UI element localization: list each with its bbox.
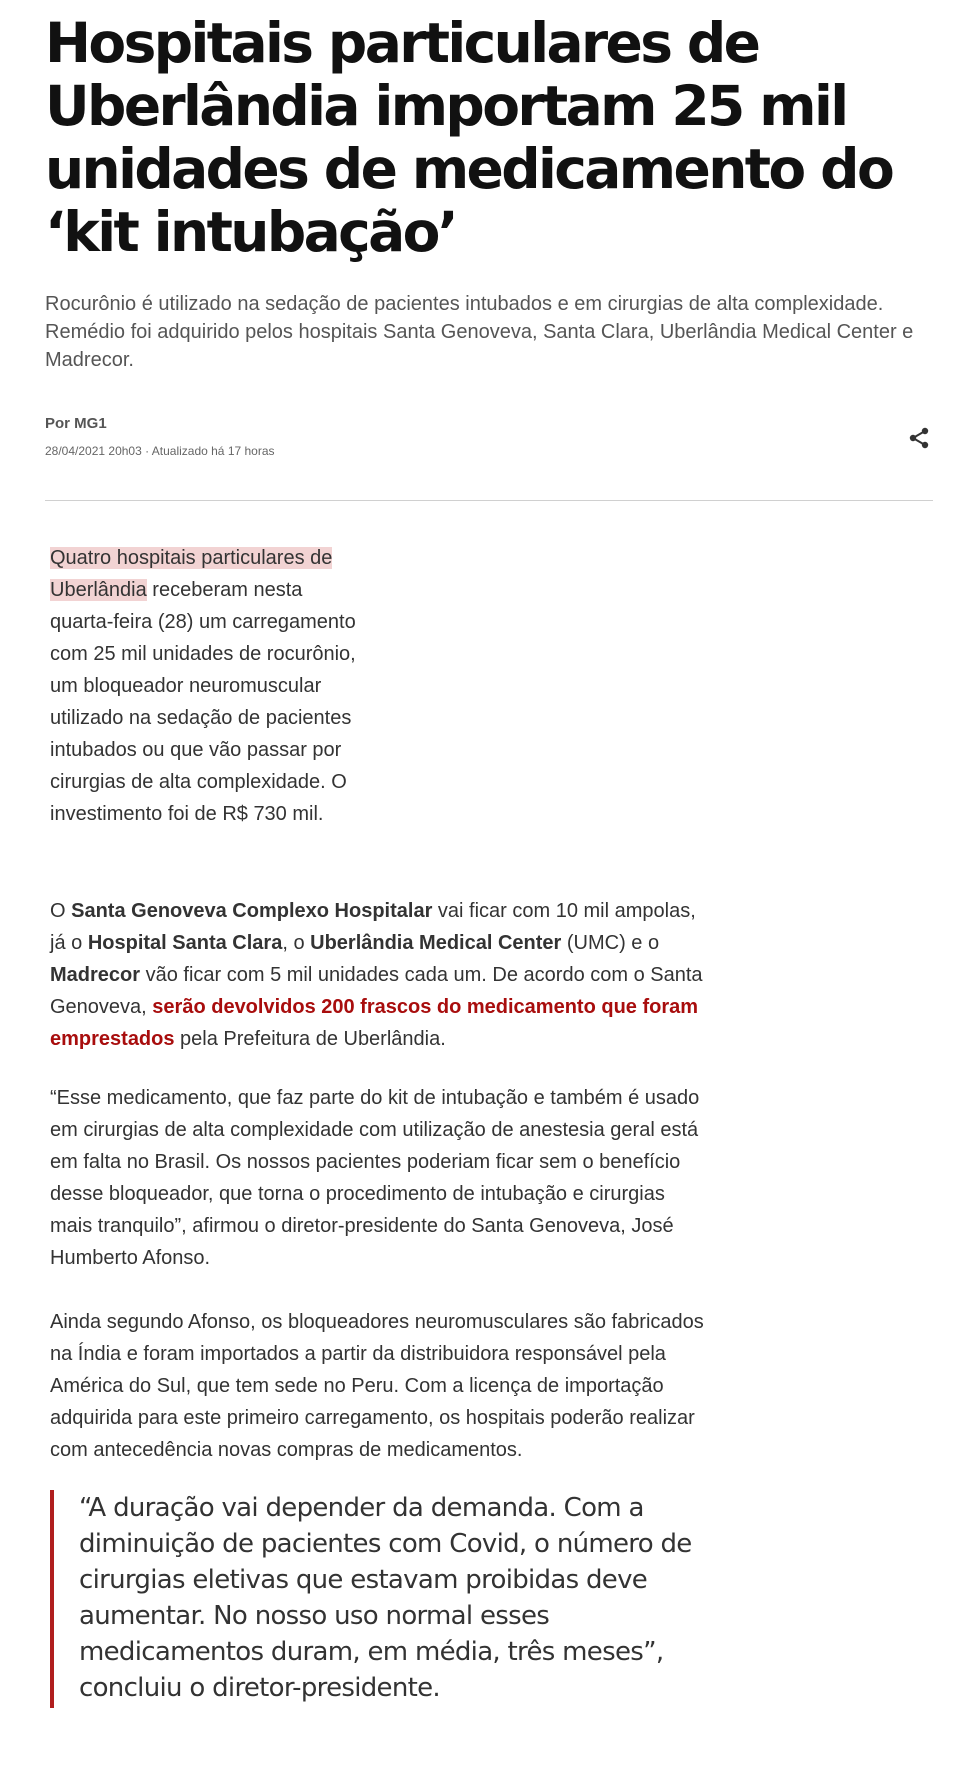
hospital-name: Santa Genoveva Complexo Hospitalar	[71, 900, 433, 922]
paragraph-text: vai ficar com 10 mil ampolas, já o	[50, 900, 696, 954]
paragraph-text: receberam nesta quarta-feira (28) um carregamento com 25 mil unidades de rocurônio, um bloqueador neuromuscular utilizado na sedação de pacientes intubados ou que vão passar por cirurgias de alta complexidade. O investimento foi de R$ 730 mil.	[50, 579, 356, 825]
share-button[interactable]	[906, 424, 934, 452]
paragraph-3: “Esse medicamento, que faz parte do kit de intubação e também é usado em cirurgias de alta complexidade com utilização de anestesia geral está em falta no Brasil. Os nossos pacientes poderiam ficar sem o benefício desse bloqueador, que torna o procedimento de intubação e cirurgias mais tranquilo”, afirmou o diretor-presidente do Santa Genoveva, José Humberto Afonso.	[50, 1087, 700, 1269]
publish-date: 28/04/2021 20h03 · Atualizado há 17 horas	[45, 444, 275, 458]
article-title: Hospitais particulares de Uberlândia importam 25 mil unidades de medicamento do ‘kit intubação’	[45, 11, 893, 264]
hospital-name: Madrecor	[50, 964, 141, 986]
paragraph-text: vão ficar com 5 mil unidades cada um. De acordo com o Santa Genoveva,	[50, 964, 703, 1018]
quote-bar	[50, 1490, 54, 1708]
paragraph-4: Ainda segundo Afonso, os bloqueadores neuromusculares são fabricados na Índia e foram importados a partir da distribuidora responsável pela América do Sul, que tem sede no Peru. Com a licença de importação adquirida para este primeiro carregamento, os hospitais poderão realizar com antecedência novas compras de medicamentos.	[50, 1311, 704, 1461]
paragraph-2	[50, 895, 705, 1055]
pull-quote: “A duração vai depender da demanda. Com a diminuição de pacientes com Covid, o número de cirurgias eletivas que estavam proibidas deve aumentar. No nosso uso normal esses medicamentos duram, em média, três meses”, concluiu o diretor-presidente.	[79, 1493, 692, 1703]
paragraph-text: , o	[282, 932, 311, 954]
highlighted-text: Quatro hospitais particulares de Uberlândia	[50, 547, 333, 601]
header-divider	[45, 500, 933, 501]
hospital-name: Uberlândia Medical Center	[310, 932, 562, 954]
hospital-name: Hospital Santa Clara	[87, 932, 283, 954]
related-article-link[interactable]: serão devolvidos 200 frascos do medicamento que foram emprestados	[50, 996, 699, 1050]
share-icon	[906, 424, 934, 452]
paragraph-1	[50, 542, 360, 830]
paragraph-text: O	[50, 900, 72, 922]
paragraph-text: pela Prefeitura de Uberlândia.	[174, 1028, 446, 1050]
byline: Por MG1	[45, 415, 107, 432]
paragraph-text: (UMC) e o	[561, 932, 660, 954]
article-subtitle: Rocurônio é utilizado na sedação de pacientes intubados e em cirurgias de alta complexidade. Remédio foi adquirido pelos hospitais Santa Genoveva, Santa Clara, Uberlândia Medical Center e Madrecor.	[45, 293, 914, 371]
